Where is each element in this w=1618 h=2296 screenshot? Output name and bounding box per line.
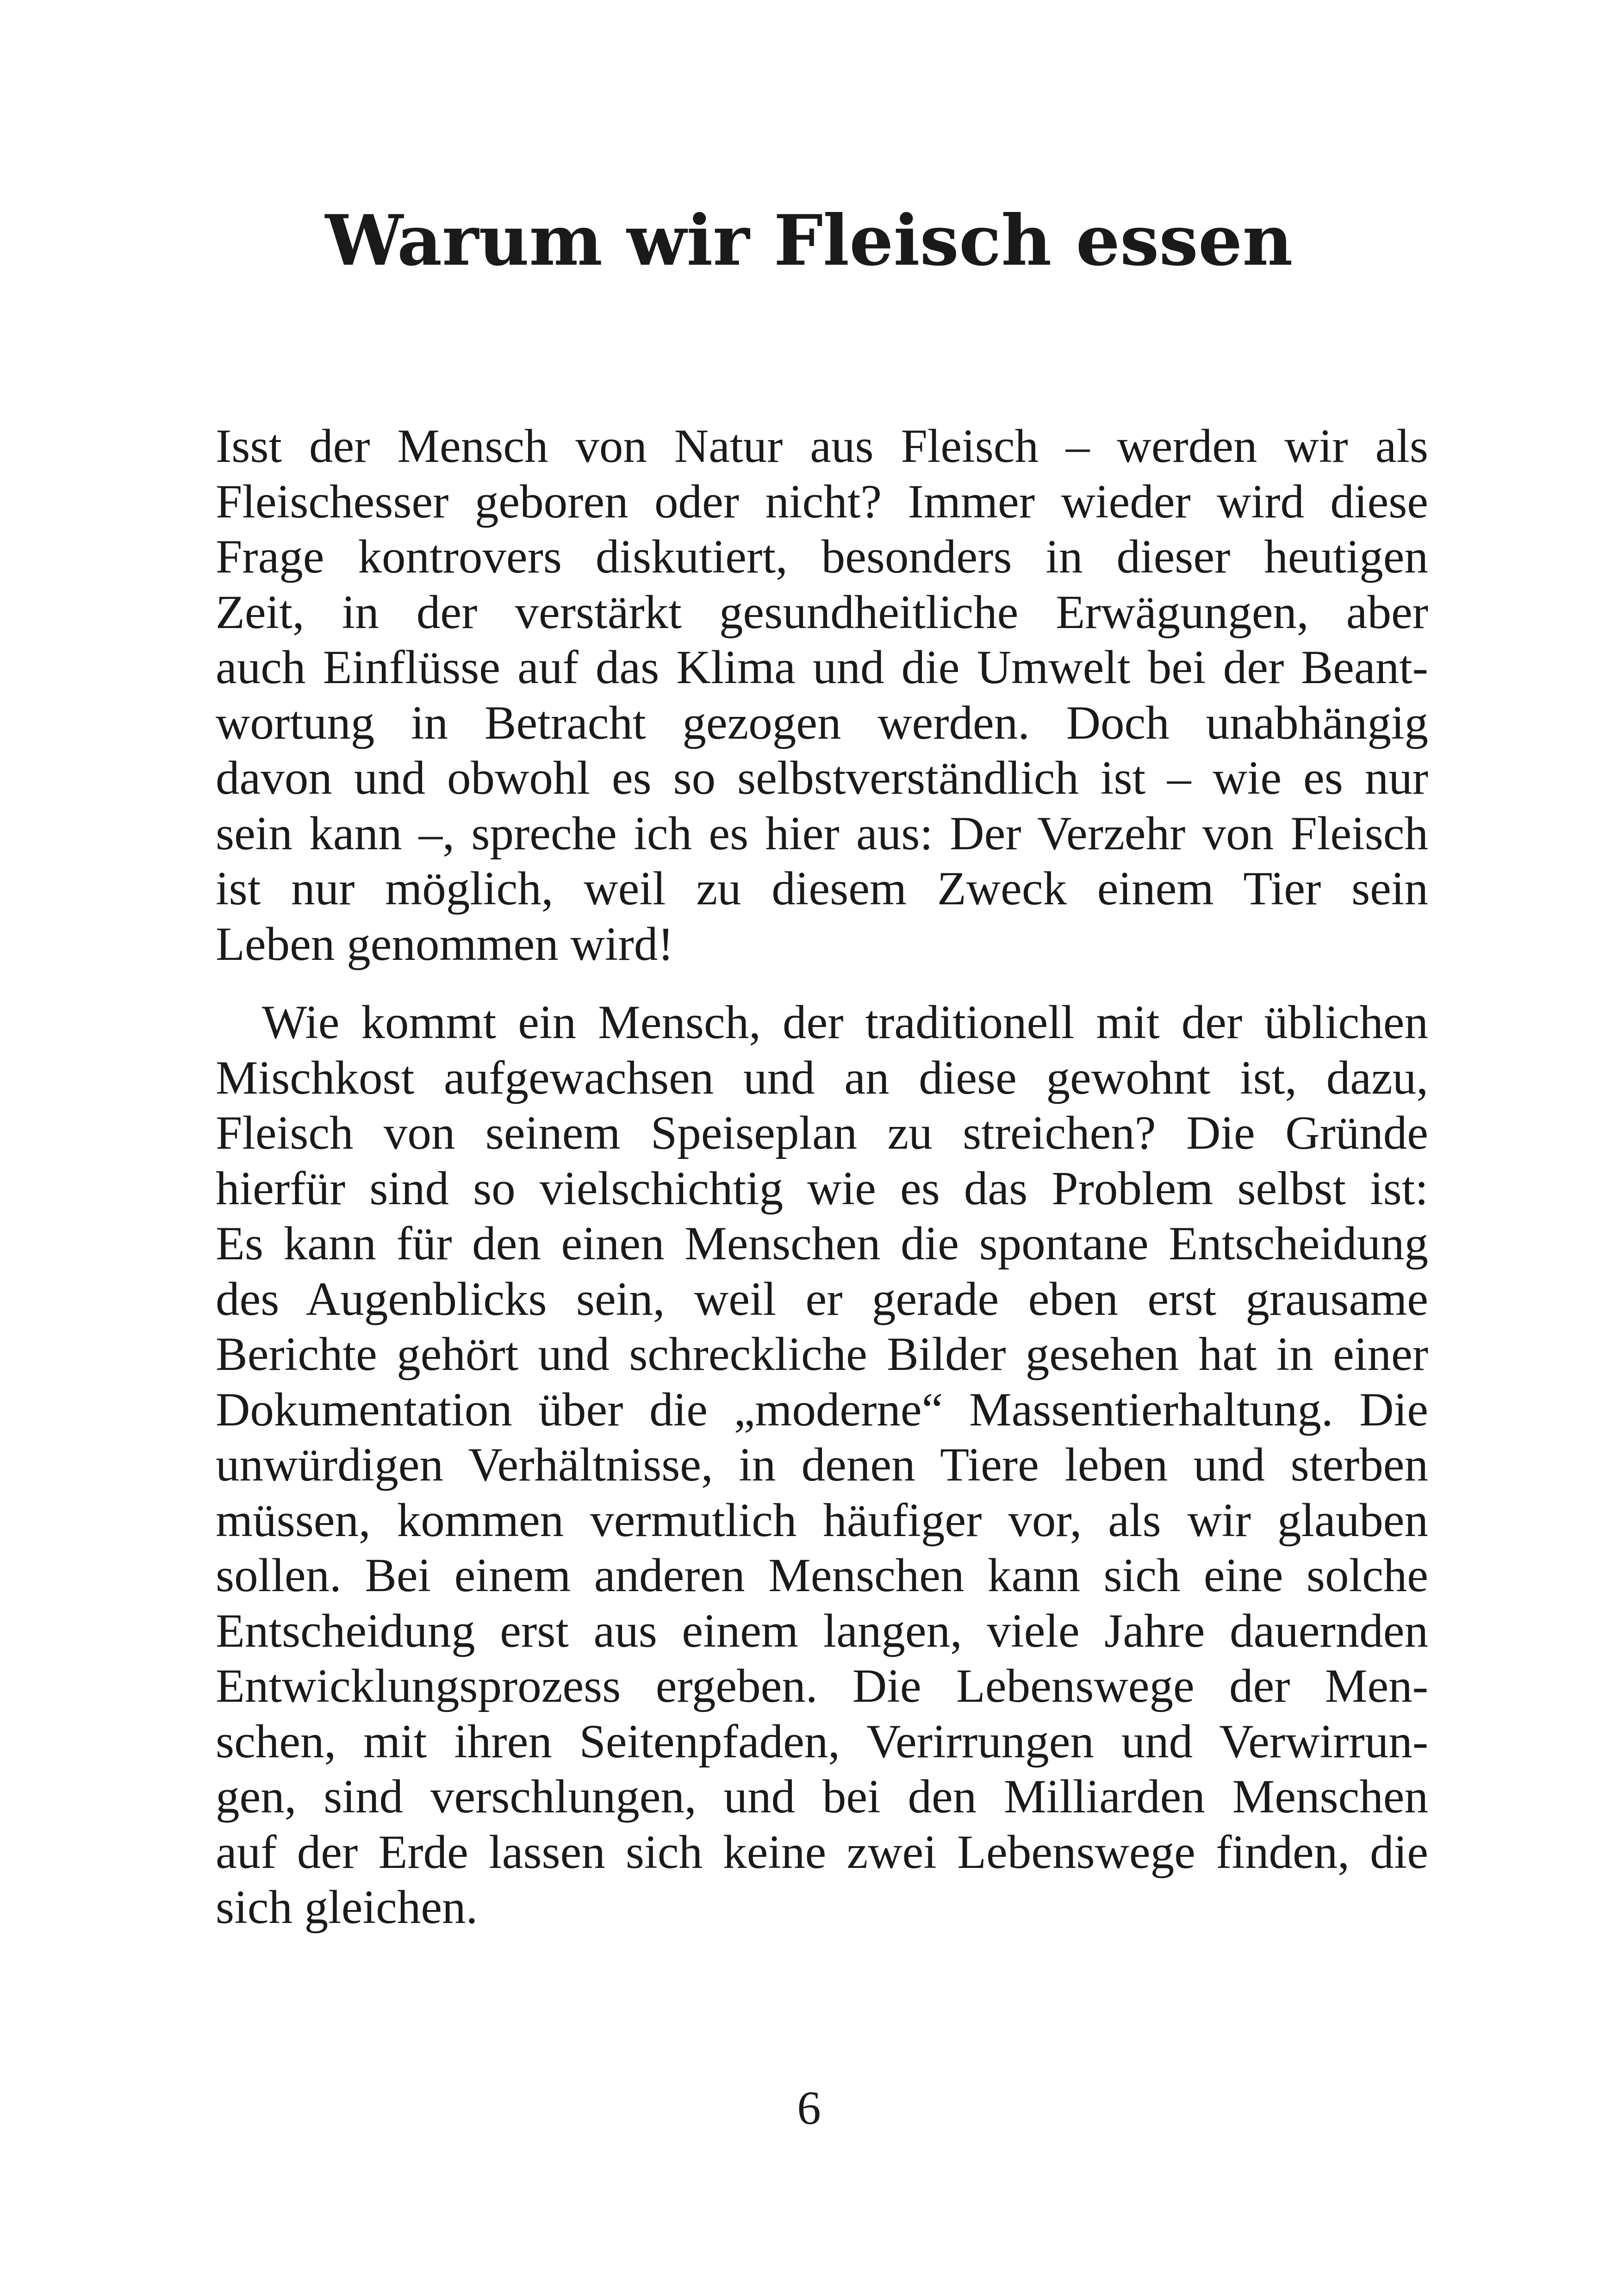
text-line: sein kann –, spreche ich es hier aus: Der Verzehr von Fleisch (216, 807, 1428, 860)
text-line: Berichte gehört und schreckliche Bilder gesehen hat in einer (216, 1328, 1428, 1381)
text-line: ist nur möglich, weil zu diesem Zweck einem Tier sein (216, 862, 1428, 915)
text-line: Leben genommen wird! (216, 917, 674, 971)
text-line: Es kann für den einen Menschen die spontane Entscheidung (216, 1217, 1428, 1270)
text-line: Mischkost aufgewachsen und an diese gewohnt ist, dazu, (216, 1051, 1428, 1104)
text-line: Zeit, in der verstärkt gesundheitliche Erwägungen, aber (216, 585, 1428, 639)
text-line: unwürdigen Verhältnisse, in denen Tiere leben und sterben (216, 1438, 1428, 1491)
paragraph-2 (216, 995, 1428, 1935)
text-line: des Augenblicks sein, weil er gerade eben erst grausame (216, 1272, 1428, 1325)
text-line: sich gleichen. (216, 1881, 478, 1934)
text-line: gen, sind verschlungen, und bei den Milliarden Menschen (216, 1770, 1428, 1823)
text-line: Entwicklungsprozess ergeben. Die Lebenswege der Men- (216, 1660, 1428, 1712)
text-line: davon und obwohl es so selbstverständlich ist – wie es nur (216, 752, 1428, 804)
text-line: müssen, kommen vermutlich häufiger vor, als wir glauben (216, 1493, 1428, 1547)
text-line: auf der Erde lassen sich keine zwei Lebenswege finden, die (216, 1825, 1428, 1879)
text-line: sollen. Bei einem anderen Menschen kann sich eine solche (216, 1549, 1428, 1602)
text-line: Fleisch von seinem Speiseplan zu streichen? Die Gründe (216, 1107, 1428, 1159)
paragraph-1 (216, 419, 1428, 972)
page-number: 6 (797, 2082, 821, 2134)
text-line: auch Einflüsse auf das Klima und die Umwelt bei der Beant- (216, 641, 1428, 694)
text-line: Frage kontrovers diskutiert, besonders in dieser heutigen (216, 530, 1428, 583)
text-line: Entscheidung erst aus einem langen, viele Jahre dauernden (216, 1604, 1428, 1657)
text-line: Wie kommt ein Mensch, der traditionell mit der üblichen (262, 996, 1428, 1049)
text-line: Dokumentation über die „moderne“ Massentierhaltung. Die (216, 1383, 1428, 1436)
text-line: Fleischesser geboren oder nicht? Immer wieder wird diese (216, 475, 1428, 528)
text-line: wortung in Betracht gezogen werden. Doch unabhängig (216, 696, 1428, 749)
paragraph-gap (216, 972, 1428, 995)
text-line: schen, mit ihren Seitenpfaden, Verirrungen und Verwirrun- (216, 1715, 1428, 1768)
text-line: Isst der Mensch von Natur aus Fleisch – werden wir als (216, 420, 1428, 473)
text-line: hierfür sind so vielschichtig wie es das Problem selbst ist: (216, 1162, 1428, 1215)
chapter-title: Warum wir Fleisch essen (325, 200, 1293, 281)
body-text (216, 419, 1428, 1935)
